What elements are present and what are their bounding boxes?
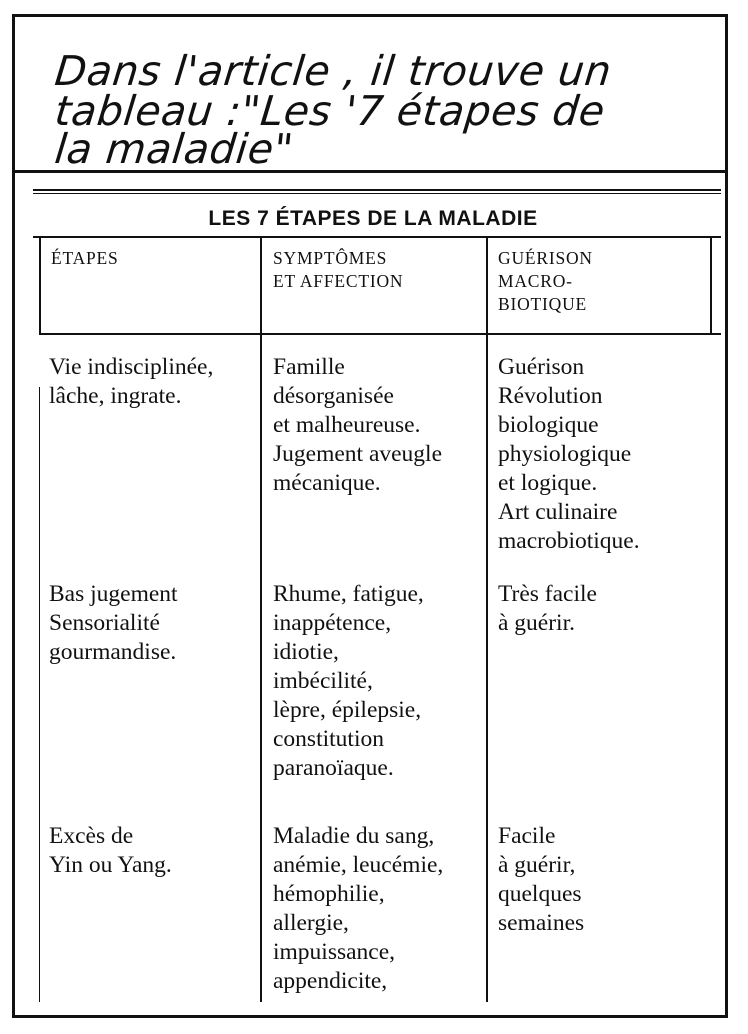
table-header-rule	[39, 333, 721, 335]
comic-panel	[12, 14, 728, 1018]
column-header-symptomes: SYMPTÔMES ET AFFECTION	[273, 248, 404, 291]
column-divider	[260, 237, 262, 1002]
caption-line: la maladie"	[52, 125, 296, 173]
table-cell: Maladie du sang, anémie, leucémie, hémophilie, allergie, impuissance, appendicite,	[273, 823, 444, 994]
column-divider	[486, 237, 488, 1002]
table-cell: Vie indisciplinée, lâche, ingrate.	[49, 354, 214, 409]
table-top-rule-thin	[33, 193, 721, 194]
column-header-guerison: GUÉRISON MACRO- BIOTIQUE	[498, 248, 593, 314]
column-header-etapes: ÉTAPES	[51, 248, 119, 268]
table-cell: Bas jugement Sensorialité gourmandise.	[49, 581, 178, 665]
table-cell: Guérison Révolution biologique physiologique et logique. Art culinaire macrobiotique.	[498, 354, 640, 554]
table-cell: Facile à guérir, quelques semaines	[498, 823, 585, 936]
table-top-rule	[33, 189, 721, 191]
table-title: LES 7 ÉTAPES DE LA MALADIE	[208, 207, 538, 230]
table-cell: Excès de Yin ou Yang.	[49, 823, 172, 878]
table-cell: Rhume, fatigue, inappétence, idiotie, imbécilité, lèpre, épilepsie, constitution paranoïaque.	[273, 581, 424, 781]
table-cell: Famille désorganisée et malheureuse. Jugement aveugle mécanique.	[273, 354, 443, 496]
column-divider	[710, 237, 712, 335]
caption-line: tableau :"Les '7 étapes de	[52, 87, 608, 135]
handwritten-caption	[15, 17, 725, 173]
column-divider	[39, 387, 40, 1002]
column-divider	[39, 237, 41, 335]
table-title-rule	[33, 236, 721, 238]
caption-line: Dans l'article , il trouve un	[52, 47, 614, 95]
table-cell: Très facile à guérir.	[498, 581, 597, 636]
